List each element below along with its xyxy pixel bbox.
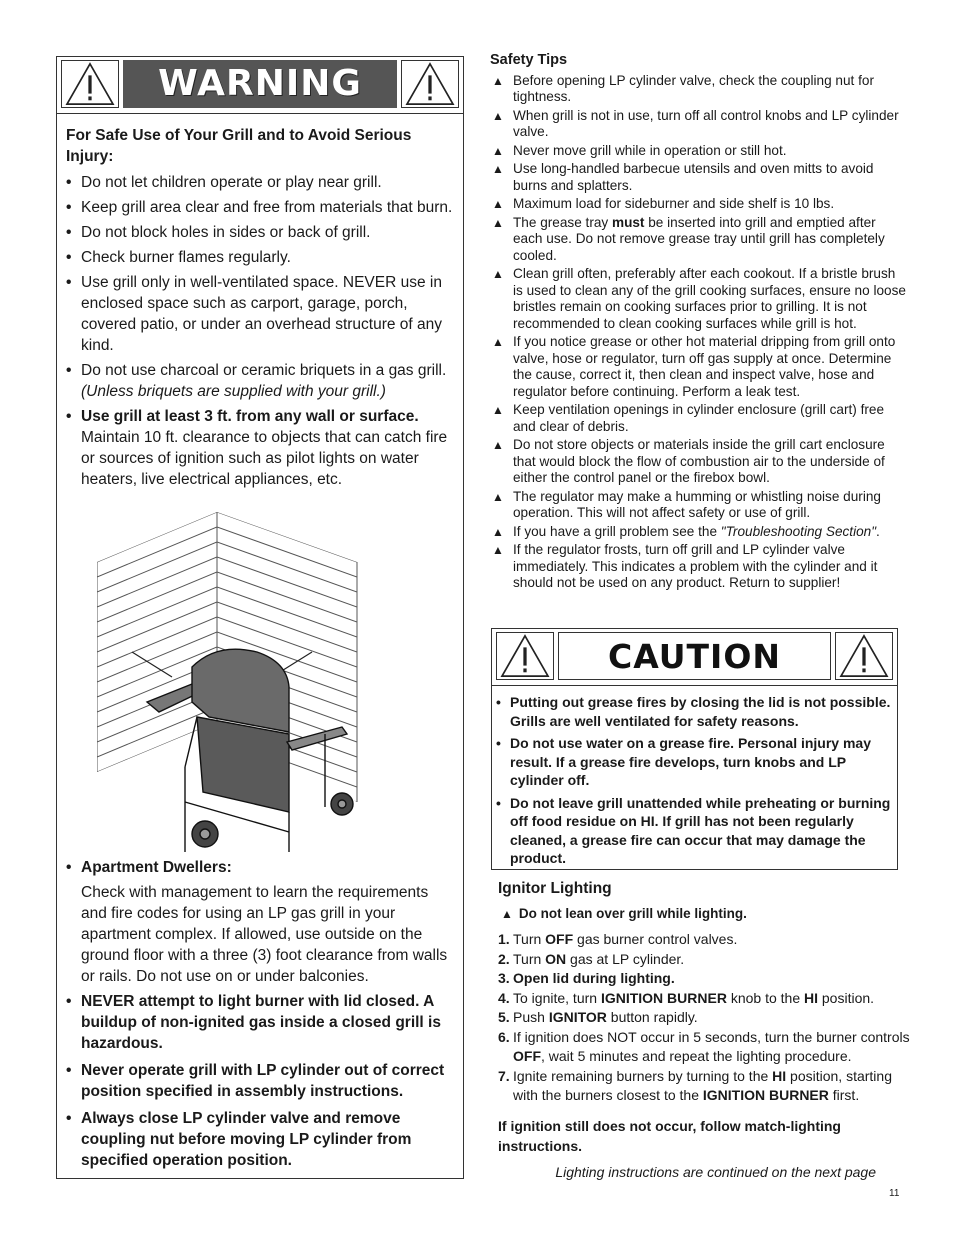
warning-heading: For Safe Use of Your Grill and to Avoid Serious Injury:	[66, 127, 412, 165]
step-text: knob to the	[726, 989, 804, 1006]
step-text: Ignite remaining burners by turning to the	[513, 1067, 773, 1084]
step-text: gas burner control valves.	[573, 931, 738, 947]
step-text: HI	[772, 1067, 787, 1084]
warning-bullet: • Use grill only in well-ventilated space. NEVER use in enclosed space such as carport, garage, porch, covered patio, or under an overhead structure of any kind.	[66, 272, 456, 356]
warning-bold-bullet: • NEVER attempt to light burner with lid closed. A buildup of non-ignited gas inside a closed grill is hazardous.	[66, 991, 456, 1054]
warning-triangle-icon	[61, 60, 119, 108]
step-number: 7.	[498, 1067, 510, 1084]
warning-text-bottom	[66, 857, 456, 1171]
caution-bullet: • Putting out grease fires by closing the lid is not possible. Grills are well ventilated for safety reasons.	[494, 693, 891, 730]
warning-triangle-icon	[496, 632, 554, 680]
ignitor-lighting	[498, 880, 914, 1180]
step-text: Push	[513, 1009, 549, 1025]
triangle-bullet-icon: ▲	[492, 524, 504, 539]
safety-tip-text: The regulator may make a humming or whistling noise during operation. This will not affect safety or use of grill.	[513, 488, 881, 520]
triangle-bullet-icon: ▲	[492, 438, 504, 452]
grease-must: must	[611, 214, 645, 230]
step-text: gas at LP cylinder.	[566, 950, 685, 967]
caution-banner	[492, 629, 897, 686]
safety-tip-text: If you notice grease or other hot material dripping from grill onto valve, hose or regulator, turn off gas supply at once. Determine the cause, correct it, then clean and inspect valve, hose and regulator before continuing. Perform a leak test.	[513, 334, 896, 399]
safety-tip	[490, 542, 906, 592]
safety-tip	[490, 73, 906, 106]
trouble-section-ref: "Troubleshooting Section"	[720, 523, 877, 539]
clearance-bold: • Use grill at least 3 ft. from any wall or surface.	[81, 408, 419, 425]
ignitor-warning	[501, 906, 914, 921]
apartment-heading: • Apartment Dwellers:	[66, 857, 456, 878]
warning-bold-bullet: • Never operate grill with LP cylinder out of correct position specified in assembly instructions.	[66, 1060, 456, 1102]
safety-tip	[490, 489, 906, 522]
briquet-note: (Unless briquets are supplied with your grill.)	[81, 383, 386, 400]
safety-tip	[490, 161, 906, 194]
grill-clearance-illustration	[97, 512, 437, 852]
ignitor-step	[498, 1067, 914, 1106]
triangle-bullet-icon: ▲	[501, 907, 513, 921]
triangle-bullet-icon: ▲	[492, 162, 504, 176]
caution-bullet: • Do not use water on a grease fire. Personal injury may result. If a grease fire develops, turn knobs and LP cylinder off.	[494, 734, 891, 790]
warning-bullet: • Do not let children operate or play near grill.	[66, 172, 456, 193]
step-number: 2.	[498, 950, 510, 967]
caution-bullet: • Do not leave grill unattended while preheating or burning off food residue on HI. If grill has not been regularly cleaned, a grease fire can occur that may damage the product.	[494, 794, 891, 868]
safety-tip	[490, 437, 906, 487]
step-text: IGNITION BURNER	[600, 989, 727, 1006]
warning-bullet: • Do not block holes in sides or back of grill.	[66, 222, 456, 243]
safety-tip-text: Keep ventilation openings in cylinder enclosure (grill cart) free and clear of debris.	[513, 402, 885, 434]
triangle-bullet-icon: ▲	[492, 73, 504, 88]
ignitor-step	[498, 950, 914, 970]
warning-text-top	[66, 125, 456, 490]
warning-banner	[57, 57, 463, 114]
safety-tip	[490, 266, 906, 332]
step-text: OFF	[513, 1048, 541, 1064]
triangle-bullet-icon: ▲	[492, 543, 504, 557]
triangle-bullet-icon: ▲	[492, 267, 504, 281]
step-text: first.	[828, 1087, 860, 1103]
ignitor-steps	[498, 930, 914, 1106]
safety-tip-text: Do not store objects or materials inside the grill cart enclosure that would block the flow of combustion air to the underside of either the control panel or the firebox bowl.	[513, 437, 885, 485]
trouble-text: .	[876, 523, 880, 539]
safety-tip	[490, 196, 906, 213]
warning-bullet: • Check burner flames regularly.	[66, 247, 456, 268]
step-number: 6.	[498, 1028, 510, 1045]
caution-title: CAUTION	[558, 632, 831, 680]
safety-tip	[490, 215, 906, 265]
briquet-text: Do not use charcoal or ceramic briquets in a gas grill.	[81, 362, 447, 379]
ignitor-fallback: If ignition still does not occur, follow match-lighting instructions.	[498, 1117, 841, 1154]
triangle-bullet-icon: ▲	[492, 108, 504, 123]
warning-triangle-icon	[401, 60, 459, 108]
step-text: Turn	[513, 950, 546, 967]
step-text: ON	[545, 950, 567, 967]
step-text: position.	[818, 989, 875, 1006]
step-text: IGNITION BURNER	[702, 1087, 829, 1103]
triangle-bullet-icon: ▲	[492, 197, 504, 211]
apartment-text: Check with management to learn the requirements and fire codes for using an LP gas grill in your apartment complex. If allowed, use outside on the ground floor with a three (3) foot clearance from walls or rails. Do not use on or under balconies.	[81, 884, 448, 985]
warning-box	[56, 56, 464, 1179]
trouble-text: If you have a grill problem see the	[513, 523, 721, 539]
triangle-bullet-icon: ▲	[492, 335, 504, 349]
step-text: To ignite, turn	[513, 989, 601, 1006]
caution-box	[491, 628, 898, 870]
step-text: OFF	[545, 931, 574, 947]
step-text: Open lid during lighting.	[513, 970, 675, 986]
step-text: button rapidly.	[606, 1009, 698, 1025]
step-text: , wait 5 minutes and repeat the lighting procedure.	[541, 1048, 852, 1064]
safety-tip-text: If the regulator frosts, turn off grill and LP cylinder valve immediately. This indicates a problem with the cylinder and it should not be used on any product. Return to supplier!	[513, 542, 878, 590]
ignitor-step	[498, 1008, 914, 1028]
safety-tip	[490, 108, 906, 141]
triangle-bullet-icon: ▲	[492, 489, 504, 504]
safety-tip	[490, 334, 906, 400]
warning-triangle-icon	[835, 632, 893, 680]
clearance-text: Maintain 10 ft. clearance to objects that can catch fire or sources of ignition such as pilot lights on water heaters, live electrical appliances, etc.	[81, 429, 448, 488]
warning-bullet: • Keep grill area clear and free from materials that burn.	[66, 197, 456, 218]
safety-tips	[490, 52, 906, 594]
ignitor-heading: Ignitor Lighting	[498, 880, 612, 897]
step-text: IGNITOR	[548, 1009, 607, 1025]
continued-note: Lighting instructions are continued on the next page	[555, 1163, 876, 1180]
safety-tip-text: Use long-handled barbecue utensils and oven mitts to avoid burns and splatters.	[513, 161, 874, 193]
page-number: 11	[889, 1188, 900, 1199]
warning-title: WARNING	[123, 60, 397, 108]
ignitor-step	[498, 989, 914, 1009]
step-text: Turn	[513, 931, 546, 947]
grease-text: be inserted into grill and emptied after each use. Do not remove grease tray until grill has completely cooled.	[513, 214, 885, 263]
grease-text: The grease tray	[513, 214, 612, 230]
safety-tip-text: Never move grill while in operation or still hot.	[513, 142, 787, 158]
step-text: position, starting with the burners closest to the	[513, 1067, 892, 1103]
step-number: 4.	[498, 989, 510, 1006]
warning-bullet	[66, 360, 456, 402]
safety-tip-text: Before opening LP cylinder valve, check the coupling nut for tightness.	[513, 72, 874, 104]
warning-bullet	[66, 406, 456, 490]
ignitor-step	[498, 969, 914, 989]
step-number: 5.	[498, 1009, 510, 1025]
safety-tips-heading: Safety Tips	[490, 52, 568, 68]
ignitor-step	[498, 1028, 914, 1067]
step-number: 3.	[498, 970, 510, 986]
warning-bold-bullet: • Always close LP cylinder valve and remove coupling nut before moving LP cylinder from specified operation position.	[66, 1108, 456, 1171]
safety-tip-text: When grill is not in use, turn off all control knobs and LP cylinder valve.	[513, 107, 899, 139]
step-number: 1.	[498, 931, 510, 947]
ignitor-warning-text: Do not lean over grill while lighting.	[518, 906, 747, 921]
step-text: HI	[804, 989, 818, 1006]
safety-tip-text: Maximum load for sideburner and side shelf is 10 lbs.	[513, 196, 835, 211]
safety-tip	[490, 524, 906, 541]
triangle-bullet-icon: ▲	[492, 403, 504, 417]
safety-tip	[490, 143, 906, 160]
safety-tip-text: Clean grill often, preferably after each cookout. If a bristle brush is used to clean any of the grill cooking surfaces, ensure no loose bristles remain on cooking surfaces prior to grilling. It is not recommended to clean cooking surfaces while grill is hot.	[513, 266, 906, 331]
step-text: If ignition does NOT occur in 5 seconds, turn the burner controls	[513, 1028, 910, 1045]
safety-tip	[490, 402, 906, 435]
ignitor-step	[498, 930, 914, 950]
triangle-bullet-icon: ▲	[492, 215, 504, 230]
triangle-bullet-icon: ▲	[492, 143, 504, 158]
